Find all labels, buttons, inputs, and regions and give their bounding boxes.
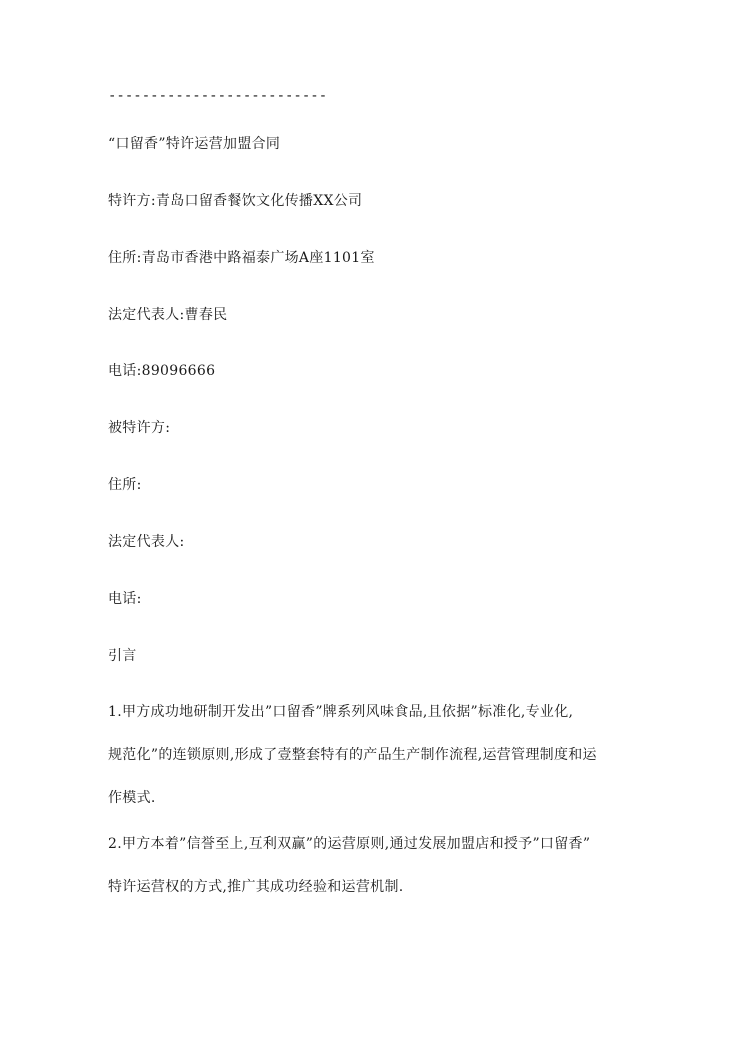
franchisee-phone: 电话: bbox=[108, 591, 142, 607]
intro-heading: 引言 bbox=[108, 648, 137, 664]
franchisee-name: 被特许方: bbox=[108, 420, 171, 436]
clause-1-line: 规范化”的连锁原则,形成了壹整套特有的产品生产制作流程,运营管理制度和运 bbox=[108, 747, 597, 763]
franchisor-name: 特许方:青岛口留香餐饮文化传播XX公司 bbox=[108, 193, 363, 209]
clause-1 bbox=[108, 703, 648, 832]
franchisee-representative: 法定代表人: bbox=[108, 534, 185, 550]
clause-1-line: 作模式. bbox=[108, 790, 156, 806]
contract-title: “口留香”特许运营加盟合同 bbox=[108, 136, 281, 152]
franchisee-address: 住所: bbox=[108, 477, 142, 493]
franchisor-phone: 电话:89096666 bbox=[108, 363, 216, 379]
clause-2 bbox=[108, 835, 648, 921]
separator-line: -------------------------- bbox=[108, 88, 328, 104]
franchisor-representative: 法定代表人:曹春民 bbox=[108, 307, 228, 323]
clause-1-line: 1.甲方成功地研制开发出”口留香”牌系列风味食品,且依据”标准化,专业化, bbox=[108, 704, 574, 720]
clause-2-line: 2.甲方本着”信誉至上,互利双赢”的运营原则,通过发展加盟店和授予”口留香” bbox=[108, 836, 591, 852]
clause-2-line: 特许运营权的方式,推广其成功经验和运营机制. bbox=[108, 879, 404, 895]
franchisor-address: 住所:青岛市香港中路福泰广场A座1101室 bbox=[108, 250, 375, 266]
